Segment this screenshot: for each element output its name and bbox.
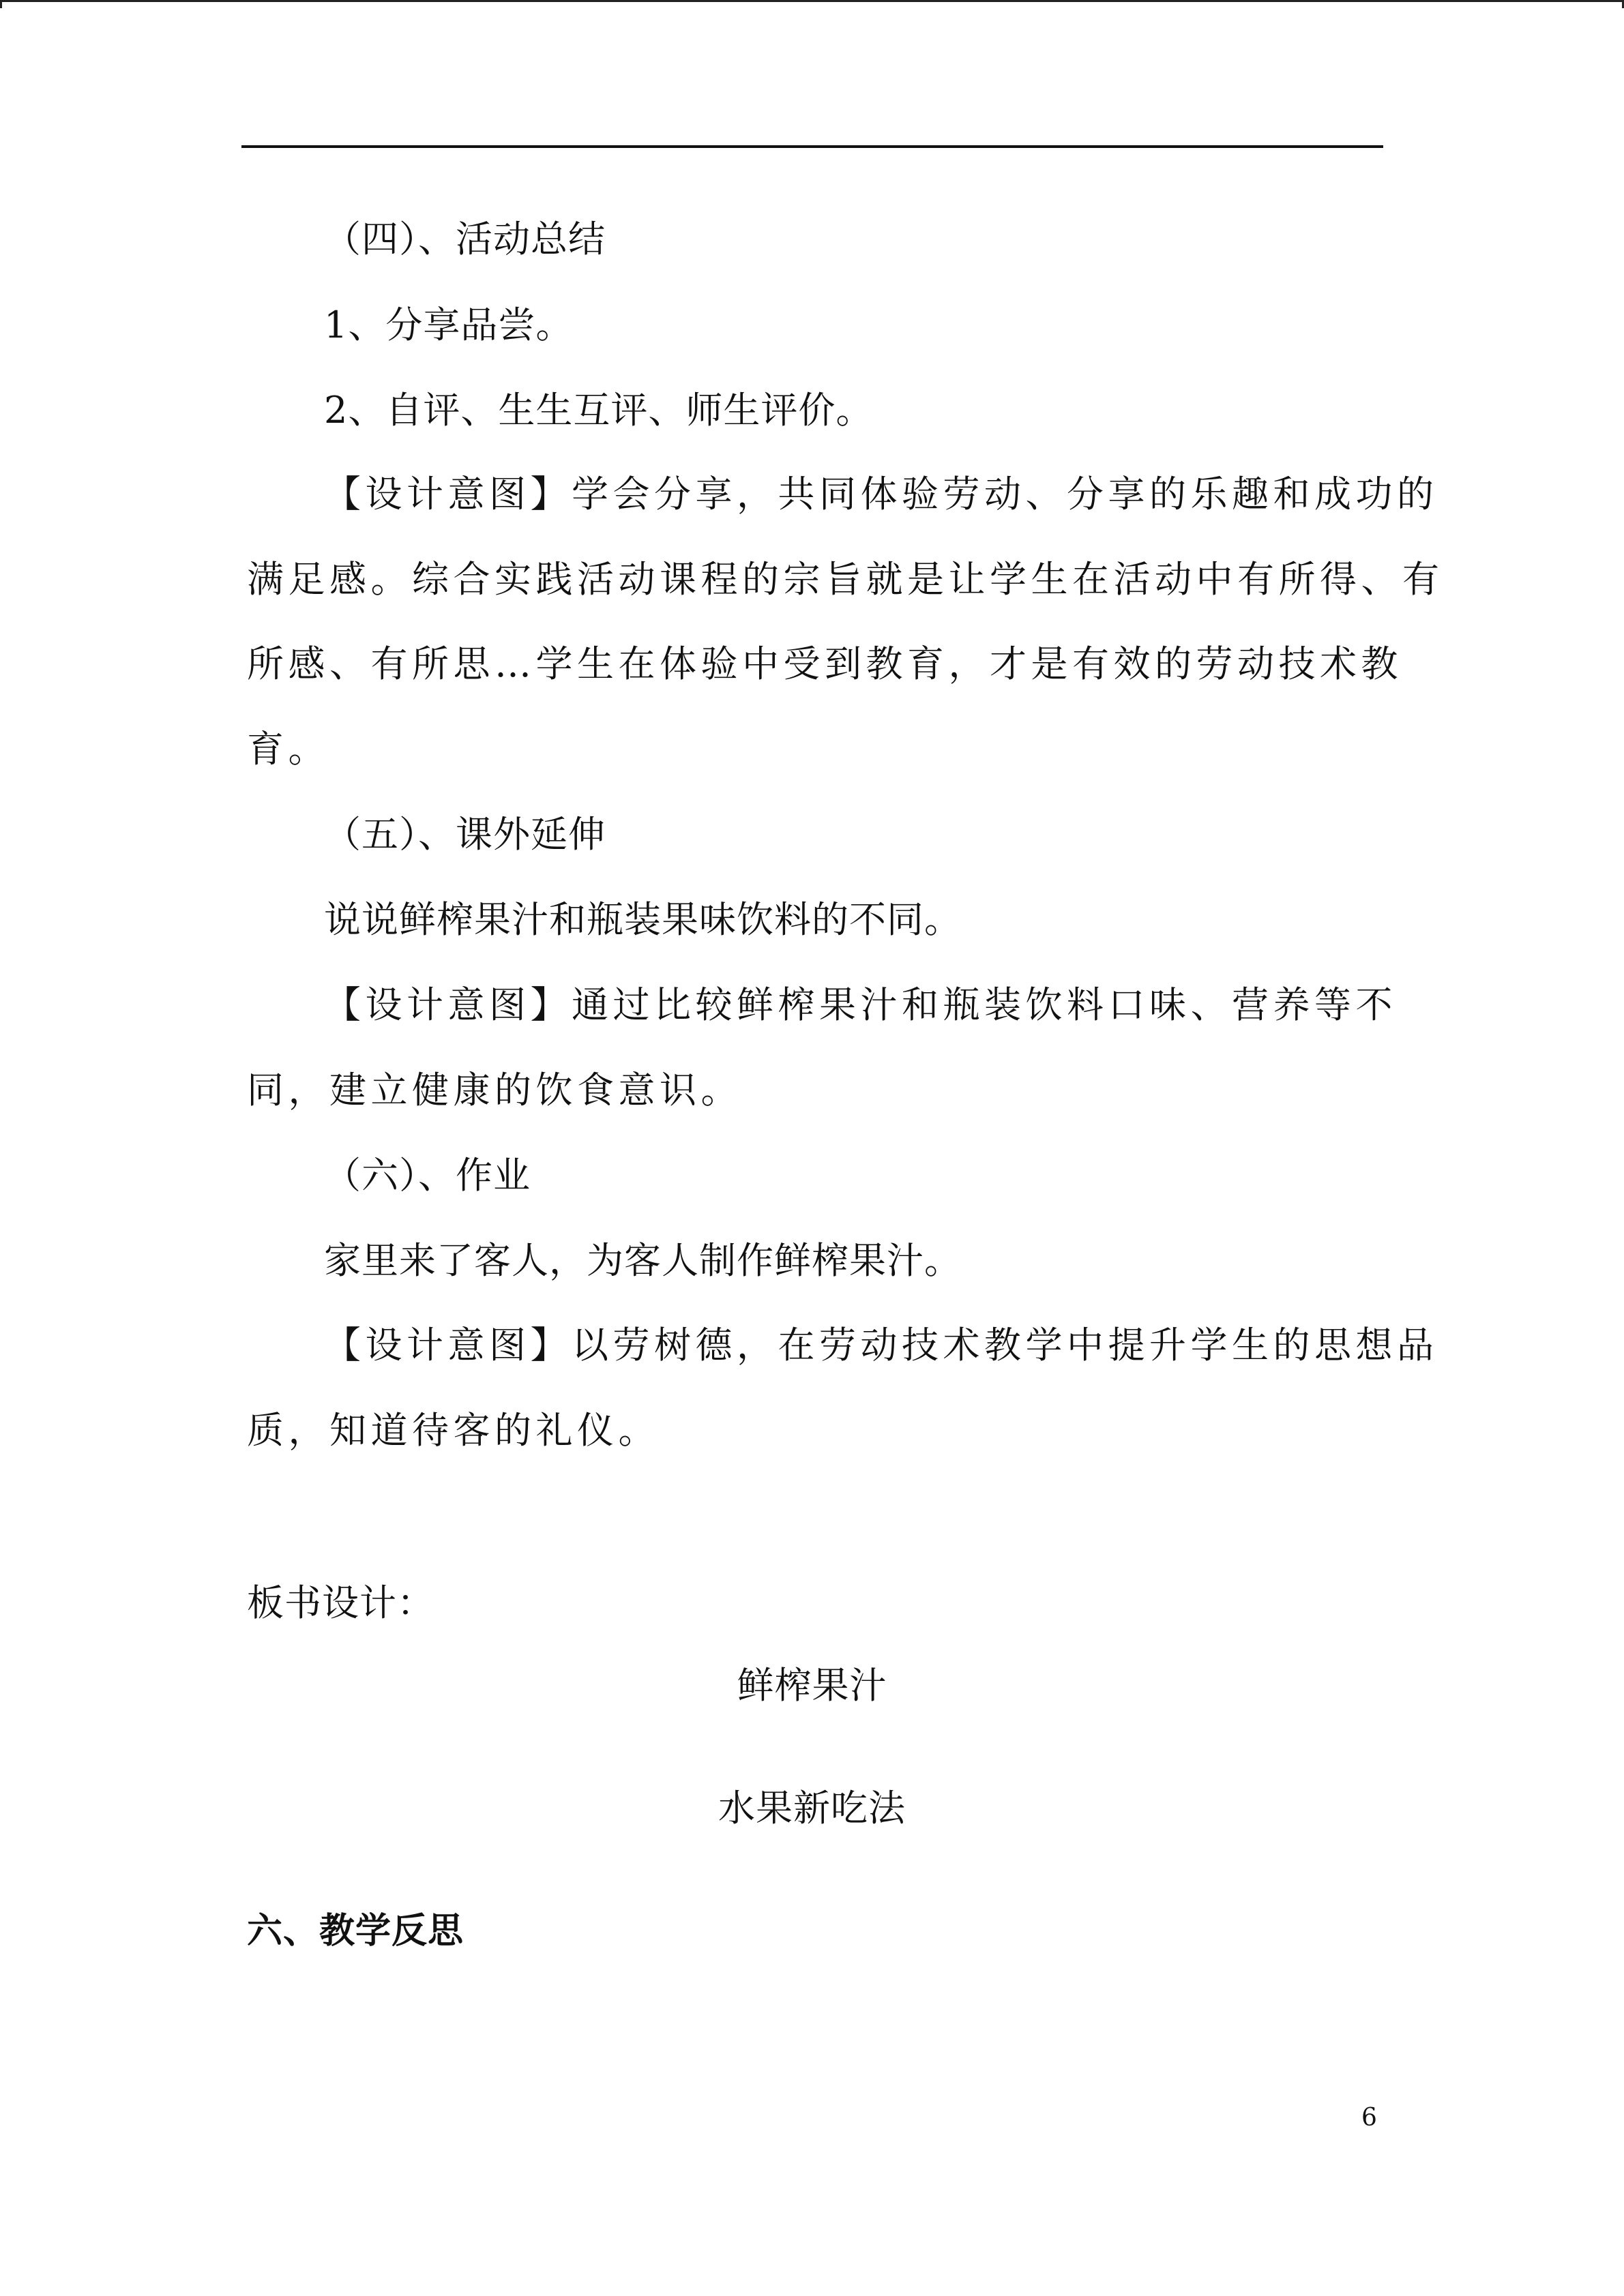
header-rule xyxy=(241,145,1383,148)
section-5-design-line-1: 【设计意图】通过比较鲜榨果汁和瓶装饮料口味、营养等不 xyxy=(324,983,1397,1026)
board-label: 板书设计： xyxy=(247,1581,434,1624)
section-6-design-line-1: 【设计意图】以劳树德，在劳动技术教学中提升学生的思想品 xyxy=(324,1324,1438,1367)
section-4-item-2: 2、自评、生生互评、师生评价。 xyxy=(324,389,874,432)
section-6-heading: （六）、作业 xyxy=(324,1154,531,1197)
section-5-design-line-2: 同，建立健康的饮食意识。 xyxy=(247,1069,742,1112)
section-4-design-line-2: 满足感。综合实践活动课程的宗旨就是让学生在活动中有所得、有 xyxy=(247,558,1444,601)
page-top-border xyxy=(0,0,1624,2)
section-5-heading: （五）、课外延伸 xyxy=(324,813,606,856)
section-4-item-1: 1、分享品尝。 xyxy=(324,303,574,346)
section-4-heading: （四）、活动总结 xyxy=(324,218,606,260)
section-4-design-line-3: 所感、有所思…学生在体验中受到教育，才是有效的劳动技术教 xyxy=(247,642,1402,685)
board-title: 鲜榨果汁 xyxy=(737,1664,887,1707)
section-5-text: 说说鲜榨果汁和瓶装果味饮料的不同。 xyxy=(324,898,962,941)
page-left-border xyxy=(0,0,2,8)
board-subtitle: 水果新吃法 xyxy=(718,1787,906,1830)
section-4-design-line-1: 【设计意图】学会分享，共同体验劳动、分享的乐趣和成功的 xyxy=(324,473,1438,516)
page-number: 6 xyxy=(1361,2104,1377,2132)
section-4-design-line-4: 育。 xyxy=(247,728,329,771)
section-6-design-line-2: 质，知道待客的礼仪。 xyxy=(247,1409,660,1452)
reflection-heading: 六、教学反思 xyxy=(247,1911,464,1952)
section-6-text: 家里来了客人，为客人制作鲜榨果汁。 xyxy=(324,1239,962,1282)
